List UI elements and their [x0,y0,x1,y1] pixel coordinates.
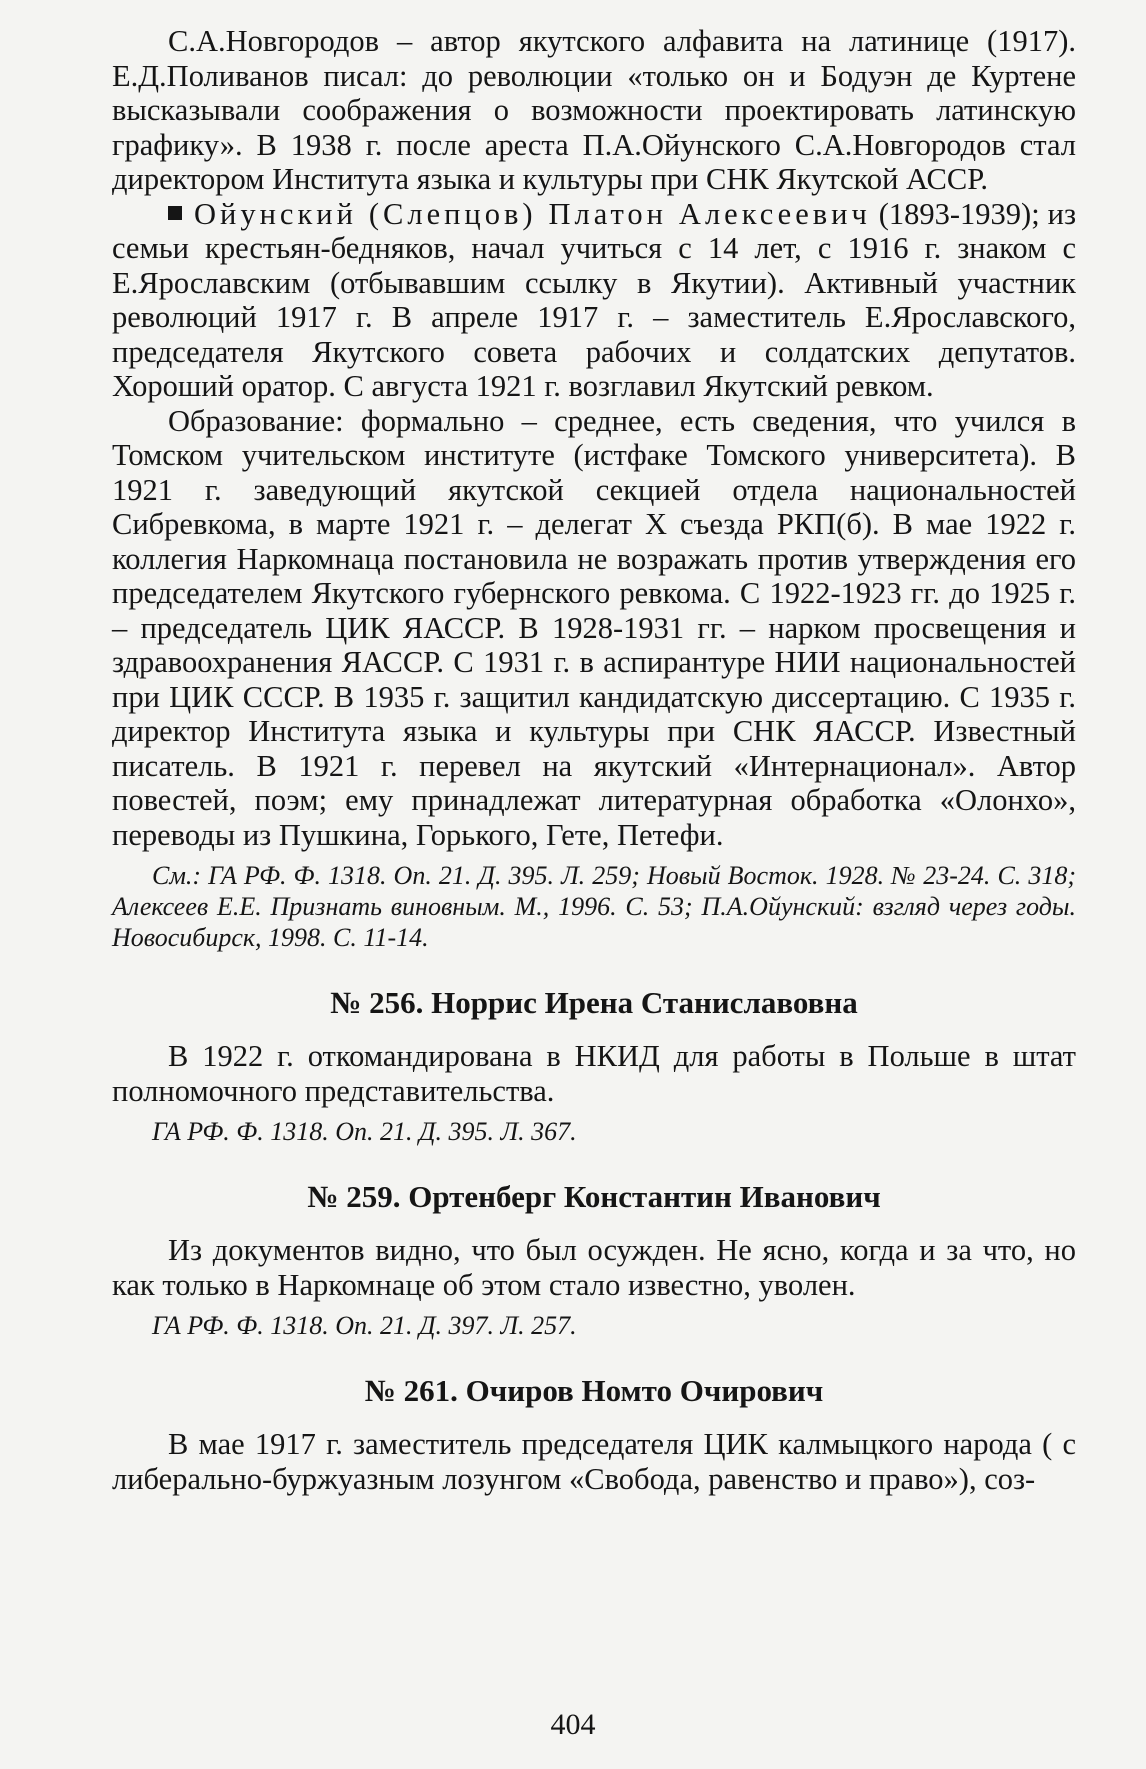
norris-paragraph: В 1922 г. откомандирована в НКИД для работы в Польше в штат полномочного представительства. [112,1039,1076,1108]
ochirov-paragraph: В мае 1917 г. заместитель председателя ЦИК калмыцкого народа ( с либерально-буржуазным лозунгом «Свобода, равенство и право»), соз- [112,1427,1076,1496]
ortenberg-source: ГА РФ. Ф. 1318. Оп. 21. Д. 397. Л. 257. [152,1311,577,1340]
text-column [112,24,1076,1496]
novgorodov-paragraph: С.А.Новгородов – автор якутского алфавита на латинице (1917). Е.Д.Поливанов писал: до революции «только он и Бодуэн де Куртене высказывали соображения о возможности проектировать латинскую графику». В 1938 г. после ареста П.А.Ойунского С.А.Новгородов стал директором Института языка и культуры при СНК Якутской АССР. [112,24,1076,196]
oyunsky-bio: (1893-1939); из семьи крестьян-бедняков, начал учиться с 14 лет, с 1916 г. знаком с Е.Ярославским (отбывавшим ссылку в Якутии). Активный участник революций 1917 г. В апреле 1917 г. – заместитель Е.Ярославского, председателя Якутского совета рабочих и солдатских депутатов. Хороший оратор. С августа 1921 г. возглавил Якутский ревком. [112,196,1076,403]
entry-heading-259: № 259. Ортенберг Константин Иванович [307,1179,881,1214]
oyunsky-sources: См.: ГА РФ. Ф. 1318. Оп. 21. Д. 395. Л. 259; Новый Восток. 1928. № 23-24. С. 318; Алексеев Е.Е. Признать виновным. М., 1996. С. 53; П.А.Ойунский: взгляд через годы. Новосибирск, 1998. С. 11-14. [112,861,1076,952]
oyunsky-name: Ойунский (Слепцов) Платон Алексеевич [194,196,871,231]
norris-source: ГА РФ. Ф. 1318. Оп. 21. Д. 395. Л. 367. [152,1117,577,1146]
bullet-square-icon [168,206,182,220]
ortenberg-paragraph: Из документов видно, что был осужден. Не ясно, когда и за что, но как только в Наркомнаце об этом стало известно, уволен. [112,1233,1076,1302]
entry-heading-261: № 261. Очиров Номто Очирович [364,1373,824,1408]
oyunsky-paragraph [112,197,1076,404]
entry-heading-256: № 256. Норрис Ирена Станиславовна [330,985,858,1020]
oyunsky-education-paragraph: Образование: формально – среднее, есть сведения, что учился в Томском учительском институте (истфаке Томского университета). В 1921 г. заведующий якутской секцией отдела национальностей Сибревкома, в марте 1921 г. – делегат X съезда РКП(б). В мае 1922 г. коллегия Наркомнаца постановила не возражать против утверждения его председателем Якутского губернского ревкома. С 1922-1923 гг. до 1925 г. – председатель ЦИК ЯАССР. В 1928-1931 гг. – нарком просвещения и здравоохранения ЯАССР. С 1931 г. в аспирантуре НИИ национальностей при ЦИК СССР. В 1935 г. защитил кандидатскую диссертацию. С 1935 г. директор Института языка и культуры при СНК ЯАССР. Известный писатель. В 1921 г. перевел на якутский «Интернационал». Автор повестей, поэм; ему принадлежат литературная обработка «Олонхо», переводы из Пушкина, Горького, Гете, Петефи. [112,403,1076,852]
page-number: 404 [550,1708,596,1741]
